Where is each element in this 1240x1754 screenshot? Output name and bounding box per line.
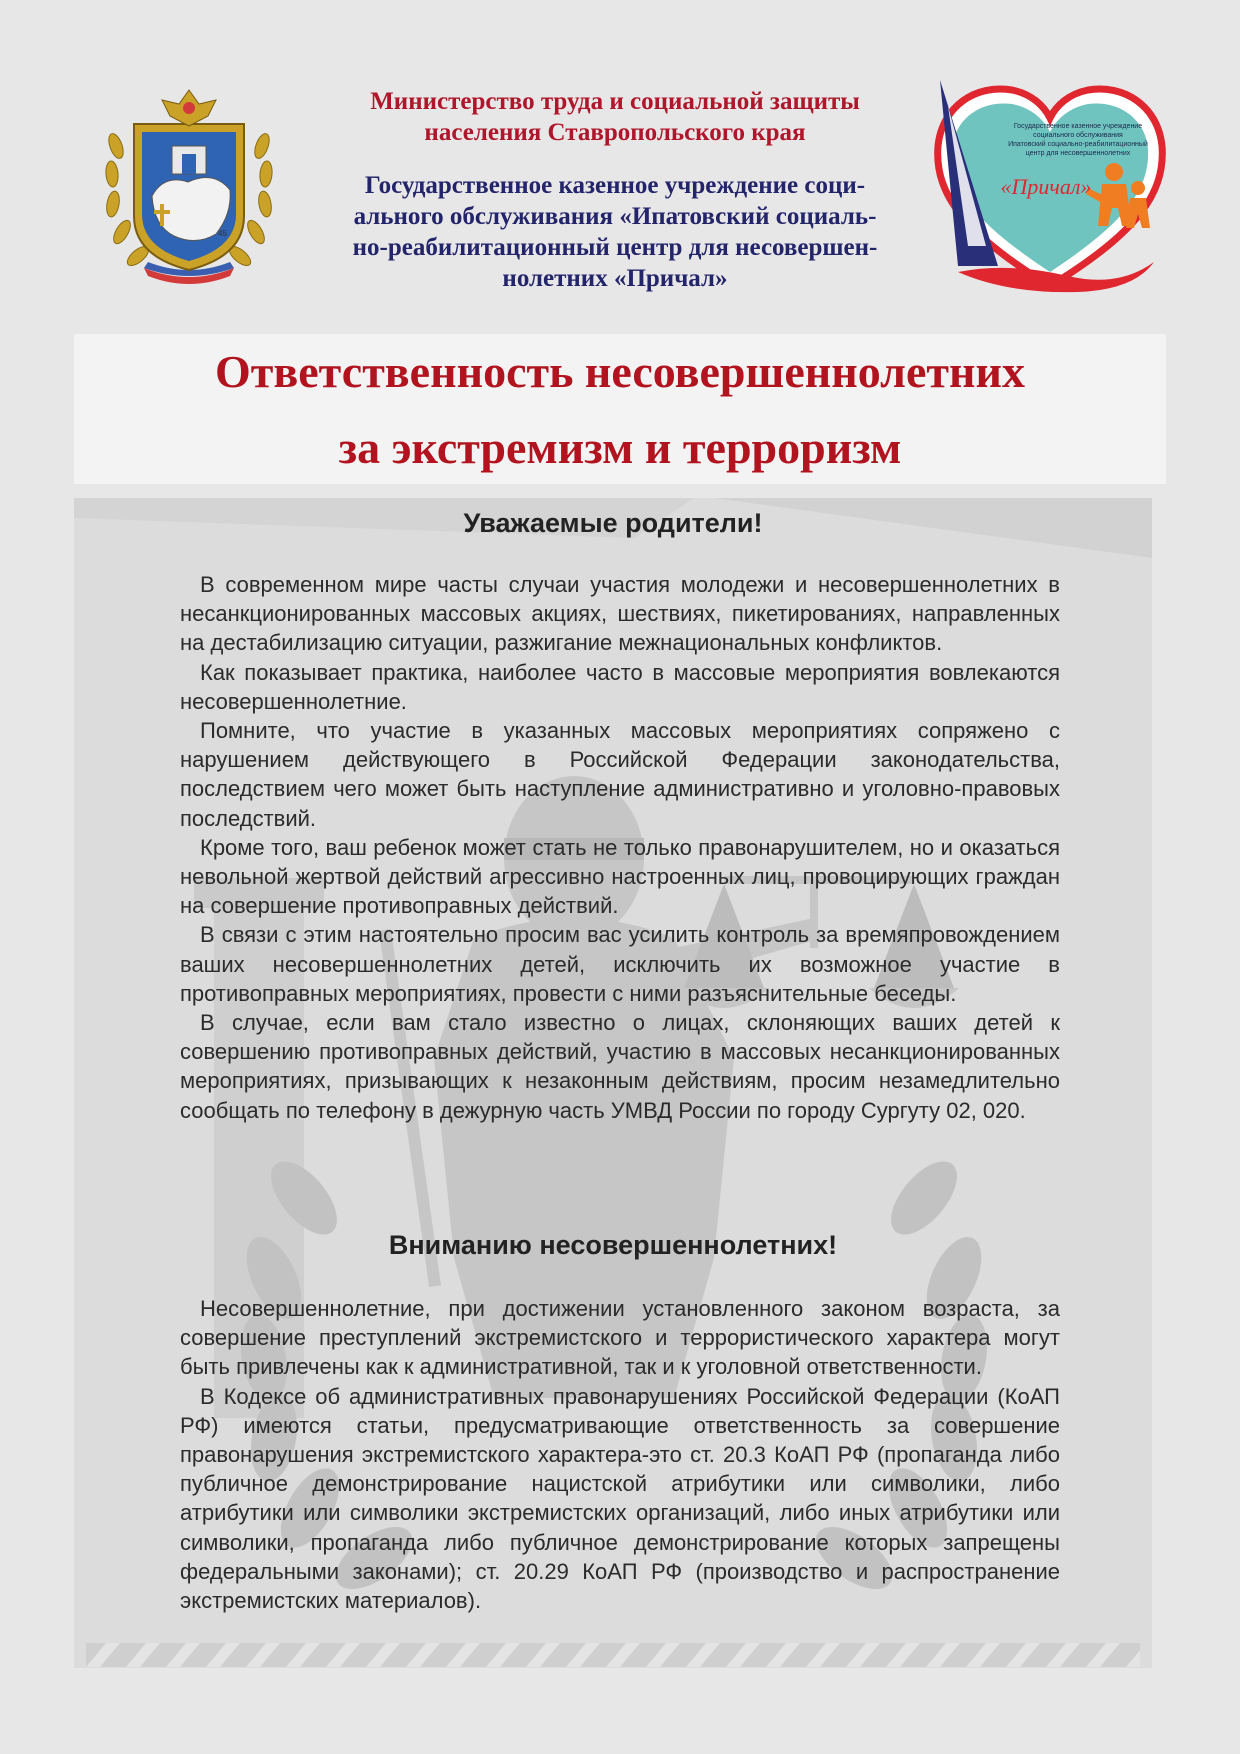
ministry-line-1: Министерство труда и социальной защиты [370, 88, 860, 115]
page-title-line-1: Ответственность несовершеннолетних [215, 346, 1025, 397]
coat-of-arms-icon [104, 86, 274, 286]
paragraph: В Кодексе об административных правонарушениях Российской Федерации (КоАП РФ) имеются статьи, предусматривающие ответственность за совершение правонарушения экстремистского характера-это ст. 20.3 КоАП РФ (пропаганда либо публичное демонстрирование нацистской атрибутики или символики, либо атрибутики или символики экстремистских организаций, либо иных атрибутики или символики, пропаганда либо публичное демонстрирование которых запрещены федеральными законами); ст. 20.29 КоАП РФ (производство и распространение экстремистских материалов). [180, 1383, 1060, 1614]
logo-name: «Причал» [1000, 174, 1092, 199]
paragraph: Помните, что участие в указанных массовых мероприятиях сопряжено с нарушением действующего в Российской Федерации законодательства, последствием чего может быть наступление административно и уголовно-правовых последствий. [180, 718, 1060, 831]
paragraph: Несовершеннолетние, при достижении установленного законом возраста, за совершение преступлений экстремистского и террористического характера могут быть привлечены как к административной, так и к уголовной ответственности. [180, 1296, 1060, 1380]
paragraph: В связи с этим настоятельно просим вас усилить контроль за времяпровождением ваших несовершеннолетних детей, исключить их возможное участие в противоправных мероприятиях, провести с ними разъяснительные беседы. [180, 922, 1060, 1006]
prichal-logo-icon [928, 76, 1172, 296]
section-heading-minors: Вниманию несовершеннолетних! [388, 1230, 838, 1260]
institution-line-4: нолетних «Причал» [502, 265, 728, 292]
logo-text-line-1: Государственное казенное учреждение [1013, 123, 1143, 130]
title-band [74, 334, 1166, 484]
section-parents-text [180, 570, 1060, 1125]
logo-text-line-3: Ипатовский социально-реабилитационный [1008, 141, 1148, 148]
header [0, 0, 1240, 320]
content-panel [74, 498, 1152, 1668]
paragraph: В современном мире часты случаи участия молодежи и несовершеннолетних в несанкционированных массовых акциях, шествиях, пикетированиях, направленных на дестабилизацию ситуации, разжигание межнациональных конфликтов. [180, 572, 1060, 656]
organization-block [300, 86, 930, 294]
page-title-line-2: за экстремизм и терроризм [338, 422, 902, 473]
paragraph: В случае, если вам стало известно о лицах, склоняющих ваших детей к совершению противоправных действий, участию в массовых несанкционированных мероприятиях, призывающих к незаконным действиям, просим незамедлительно сообщать по телефону в дежурную часть УМВД России по городу Сургуту 02, 020. [180, 1010, 1060, 1123]
section-minors-text [180, 1294, 1060, 1615]
logo-text-line-4: центр для несовершеннолетних [1025, 150, 1131, 157]
paragraph: Как показывает практика, наиболее часто в массовые мероприятия вовлекаются несовершеннолетние. [180, 659, 1060, 714]
institution-line-3: но-реабилитационный центр для несовершен- [352, 234, 878, 261]
institution-name [300, 170, 930, 294]
institution-line-1: Государственное казенное учреждение соци- [364, 172, 866, 199]
logo-text-line-2: социального обслуживания [1033, 132, 1123, 139]
institution-line-2: ального обслуживания «Ипатовский социаль- [353, 203, 877, 230]
ministry-name [300, 86, 930, 148]
section-heading-parents: Уважаемые родители! [463, 508, 763, 538]
paragraph: Кроме того, ваш ребенок может стать не только правонарушителем, но и оказаться невольной жертвой действий агрессивно настроенных лиц, провоцирующих граждан на совершение противоправных действий. [180, 834, 1060, 919]
decorative-stripe [86, 1643, 1140, 1667]
coat-year: 45 [218, 229, 227, 238]
ministry-line-2: населения Ставропольского края [424, 119, 806, 146]
